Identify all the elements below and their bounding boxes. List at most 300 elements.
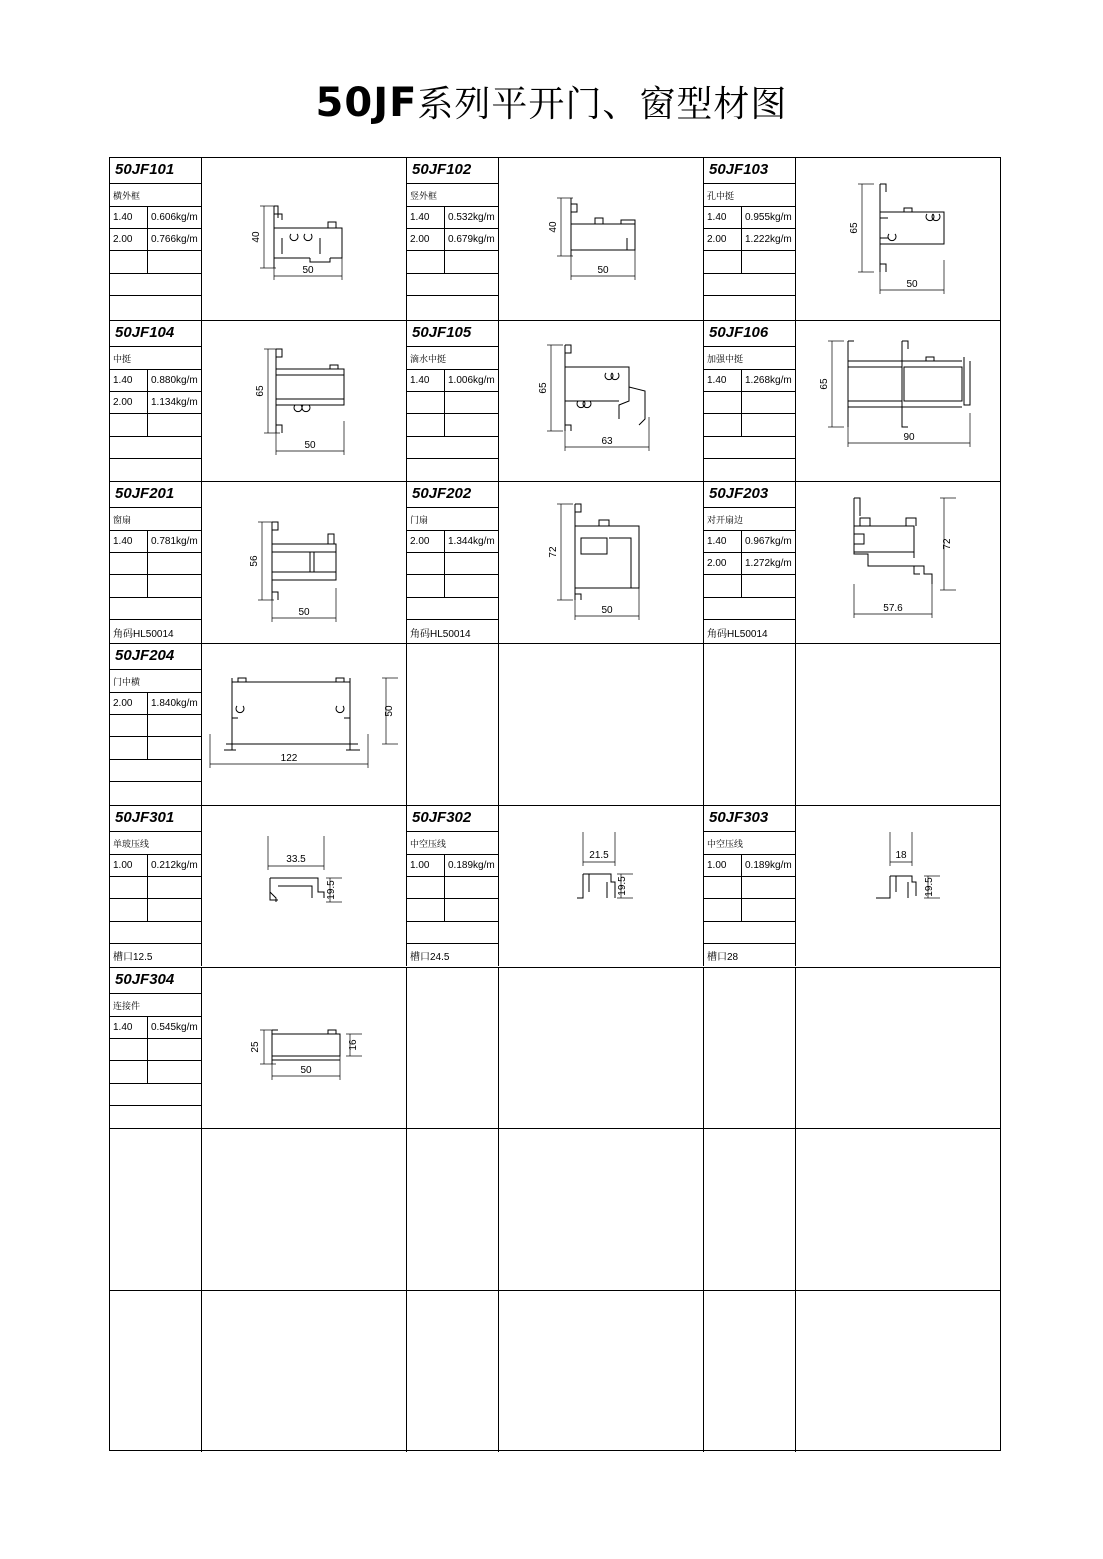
profile-code: 50JF301 <box>115 808 175 826</box>
profile-table <box>109 157 1001 1451</box>
row-divider <box>110 250 201 251</box>
row-divider <box>110 295 201 296</box>
row-divider <box>704 876 795 877</box>
dimension-label: 40 <box>251 231 262 243</box>
row-divider <box>110 369 201 370</box>
row-divider <box>110 228 201 229</box>
profile-chamber <box>232 682 350 744</box>
dimension-label: 19.5 <box>924 877 935 897</box>
profile-cross-section <box>499 158 703 318</box>
row-divider <box>407 943 498 944</box>
corner-connector-note: 槽口24.5 <box>410 952 450 964</box>
row-divider <box>704 228 795 229</box>
dimension-label: 56 <box>249 555 260 567</box>
unit-weight: 1.272kg/m <box>745 558 792 570</box>
unit-weight: 1.268kg/m <box>745 374 792 386</box>
column-divider <box>147 854 148 921</box>
corner-connector-note: 角码HL50014 <box>113 629 174 641</box>
profile-name: 窗扇 <box>113 515 132 526</box>
glazing-bead-lip <box>926 357 934 361</box>
row-divider <box>407 574 498 575</box>
corner-connector-note: 角码HL50014 <box>410 629 471 641</box>
wall-thickness: 1.40 <box>410 212 430 223</box>
profile-cross-section <box>796 321 1000 481</box>
row-divider <box>110 346 201 347</box>
dimension-label: 50 <box>601 605 613 617</box>
column-divider <box>444 854 445 921</box>
profile-cross-section <box>202 158 406 318</box>
dimension-label: 16 <box>348 1038 359 1051</box>
empty-drawing-cell <box>796 1129 1000 1290</box>
profile-info-cell <box>704 806 796 967</box>
unit-weight: 0.679kg/m <box>448 234 495 245</box>
bead-profile <box>577 874 615 898</box>
profile-drawing-cell <box>202 321 407 482</box>
row-divider <box>704 458 795 459</box>
profile-outline <box>854 534 864 544</box>
row-divider <box>704 273 795 274</box>
wall-thickness: 1.00 <box>113 859 133 871</box>
dimension-label: 50 <box>300 1064 312 1076</box>
screw-port <box>888 234 896 241</box>
row-divider <box>407 250 498 251</box>
glazing-bead-lip <box>599 520 609 526</box>
table-row <box>110 320 1000 482</box>
row-divider <box>110 1016 201 1017</box>
row-divider <box>704 530 795 531</box>
row-divider <box>110 530 201 531</box>
row-divider <box>110 273 201 274</box>
table-row <box>110 158 1000 320</box>
dimension-label: 90 <box>903 431 915 443</box>
wall-thickness: 1.40 <box>410 374 430 386</box>
profile-outline <box>880 184 944 272</box>
dimension-label: 65 <box>255 385 266 397</box>
row-divider <box>704 295 795 296</box>
profile-code: 50JF102 <box>412 161 472 178</box>
empty-info-cell <box>407 968 499 1129</box>
profile-drawing-cell <box>202 806 407 967</box>
profile-code: 50JF302 <box>412 808 472 826</box>
profile-outline <box>276 349 344 433</box>
dimension-label: 50 <box>304 439 316 451</box>
wall-thickness: 1.40 <box>707 374 727 386</box>
row-divider <box>110 1038 201 1039</box>
glazing-bead-lip <box>904 208 912 212</box>
unit-weight: 1.006kg/m <box>448 374 495 386</box>
profile-outline <box>609 538 631 588</box>
empty-info-cell <box>704 644 796 805</box>
profile-name: 孔中挺 <box>707 191 735 201</box>
wall-thickness: 2.00 <box>113 396 133 408</box>
row-divider <box>407 346 498 347</box>
row-divider <box>407 458 498 459</box>
column-divider <box>741 206 742 273</box>
row-divider <box>110 1083 201 1084</box>
dimension-label: 63 <box>601 435 613 447</box>
profile-info-cell <box>110 321 202 482</box>
profile-info-cell <box>407 158 499 320</box>
profile-drawing-cell <box>796 806 1000 967</box>
dimension-label: 65 <box>538 382 549 394</box>
row-divider <box>704 898 795 899</box>
profile-drawing-cell <box>499 158 704 320</box>
profile-name: 竖外框 <box>410 191 438 201</box>
row-divider <box>110 692 201 693</box>
unit-weight: 0.606kg/m <box>151 212 198 223</box>
wall-thickness: 2.00 <box>410 536 430 548</box>
screw-port <box>336 706 344 713</box>
row-divider <box>704 346 795 347</box>
profile-code: 50JF105 <box>412 323 472 341</box>
row-divider <box>110 781 201 782</box>
row-divider <box>407 436 498 437</box>
profile-code: 50JF103 <box>709 161 769 178</box>
empty-drawing-cell <box>499 1291 704 1452</box>
profile-info-cell <box>110 644 202 805</box>
row-divider <box>407 273 498 274</box>
wall-thickness: 2.00 <box>707 234 727 245</box>
column-divider <box>147 692 148 759</box>
empty-drawing-cell <box>202 1291 407 1452</box>
profile-chamber <box>272 1034 340 1056</box>
wall-thickness: 1.00 <box>410 859 430 871</box>
row-divider <box>704 619 795 620</box>
dimension-label: 65 <box>849 222 860 234</box>
profile-chamber <box>904 367 962 401</box>
unit-weight: 0.189kg/m <box>448 859 495 871</box>
table-row <box>110 481 1000 643</box>
row-divider <box>110 458 201 459</box>
table-row <box>110 805 1000 967</box>
row-divider <box>407 369 498 370</box>
empty-info-cell <box>110 1291 202 1452</box>
table-row <box>110 1128 1000 1290</box>
profile-code: 50JF203 <box>709 485 769 503</box>
glazing-bead-lip <box>238 678 246 682</box>
profile-info-cell <box>704 158 796 320</box>
profile-drawing-cell <box>796 321 1000 482</box>
profile-name: 中空压线 <box>410 838 447 849</box>
row-divider <box>407 876 498 877</box>
profile-cross-section <box>499 321 703 481</box>
empty-info-cell <box>704 1129 796 1290</box>
profile-cross-section <box>202 968 406 1128</box>
profile-name: 横外框 <box>113 191 141 201</box>
profile-name: 加强中挺 <box>707 353 744 364</box>
profile-outline <box>224 678 360 750</box>
profile-cross-section <box>202 806 406 966</box>
row-divider <box>110 898 201 899</box>
unit-weight: 0.967kg/m <box>745 536 792 548</box>
page-title <box>0 76 1103 127</box>
row-divider <box>407 552 498 553</box>
dimension-label: 122 <box>280 753 298 765</box>
screw-port <box>290 234 298 241</box>
profile-cross-section <box>202 644 406 804</box>
unit-weight: 0.189kg/m <box>745 859 792 871</box>
row-divider <box>704 391 795 392</box>
bead-profile <box>270 878 324 902</box>
profile-drawing-cell <box>202 644 407 805</box>
profile-drawing-cell <box>796 158 1000 320</box>
column-divider <box>147 369 148 436</box>
table-row <box>110 967 1000 1129</box>
dimension-label: 50 <box>302 265 314 276</box>
unit-weight: 0.781kg/m <box>151 536 198 548</box>
profile-name: 中挺 <box>113 353 132 364</box>
page-title-code: 50JF <box>315 80 418 126</box>
dimension-label: 50 <box>384 705 395 717</box>
dimension-label: 21.5 <box>589 849 609 861</box>
profile-cross-section <box>796 482 1000 642</box>
glazing-bead-lip <box>336 678 344 682</box>
profile-cross-section <box>202 321 406 481</box>
profile-name: 对开扇边 <box>707 515 744 526</box>
empty-info-cell <box>110 1129 202 1290</box>
column-divider <box>741 530 742 597</box>
table-row <box>110 643 1000 805</box>
page-title-text: 系列平开门、窗型材图 <box>417 84 788 125</box>
row-divider <box>407 921 498 922</box>
drip-lip <box>629 387 645 425</box>
profile-cross-section <box>202 482 406 642</box>
row-divider <box>110 436 201 437</box>
wall-thickness: 2.00 <box>410 234 430 245</box>
glazing-bead-lip <box>860 518 870 526</box>
profile-cross-section <box>499 806 703 966</box>
wall-thickness: 2.00 <box>707 558 727 570</box>
profile-outline <box>272 552 336 572</box>
profile-outline <box>581 538 607 554</box>
wall-thickness: 1.40 <box>113 1021 133 1033</box>
column-divider <box>741 854 742 921</box>
row-divider <box>704 183 795 184</box>
profile-info-cell <box>110 158 202 320</box>
wall-thickness: 1.40 <box>113 374 133 386</box>
row-divider <box>110 619 201 620</box>
row-divider <box>407 183 498 184</box>
empty-info-cell <box>407 1291 499 1452</box>
empty-info-cell <box>704 1291 796 1452</box>
column-divider <box>147 1016 148 1083</box>
dimension-label: 50 <box>298 607 310 619</box>
profile-code: 50JF202 <box>412 485 472 503</box>
profile-info-cell <box>704 482 796 643</box>
row-divider <box>110 391 201 392</box>
profile-outline <box>914 566 920 574</box>
screw-port <box>302 405 310 412</box>
profile-code: 50JF303 <box>709 808 769 826</box>
dimension-label: 72 <box>942 538 953 550</box>
profile-name: 连接件 <box>113 1000 141 1011</box>
row-divider <box>110 921 201 922</box>
row-divider <box>407 507 498 508</box>
profile-name: 中空压线 <box>707 838 744 849</box>
corner-connector-note: 槽口28 <box>707 952 739 964</box>
row-divider <box>704 369 795 370</box>
row-divider <box>110 574 201 575</box>
empty-drawing-cell <box>202 1129 407 1290</box>
profile-name: 滴水中挺 <box>410 353 447 364</box>
column-divider <box>444 206 445 273</box>
profile-info-cell <box>407 321 499 482</box>
row-divider <box>704 574 795 575</box>
row-divider <box>110 831 201 832</box>
bead-profile <box>876 876 916 898</box>
unit-weight: 0.545kg/m <box>151 1021 198 1033</box>
profile-cross-section <box>499 482 703 642</box>
dimension-label: 19.5 <box>617 876 628 896</box>
profile-info-cell <box>407 806 499 967</box>
dimension-label: 57.6 <box>883 603 903 615</box>
row-divider <box>110 993 201 994</box>
dimension-label: 65 <box>819 378 830 390</box>
profile-outline <box>272 522 336 600</box>
screw-port <box>294 405 302 412</box>
screw-port <box>236 706 244 713</box>
row-divider <box>110 597 201 598</box>
profile-outline <box>848 341 970 427</box>
row-divider <box>110 1060 201 1061</box>
profile-outline <box>310 258 330 262</box>
profile-code: 50JF101 <box>115 161 175 178</box>
dimension-label: 33.5 <box>286 853 306 865</box>
profile-outline <box>571 198 635 256</box>
row-divider <box>407 530 498 531</box>
profile-drawing-cell <box>499 321 704 482</box>
empty-drawing-cell <box>796 1291 1000 1452</box>
row-divider <box>110 943 201 944</box>
row-divider <box>110 876 201 877</box>
profile-drawing-cell <box>796 482 1000 643</box>
unit-weight: 0.955kg/m <box>745 212 792 223</box>
glazing-bead-lip <box>328 534 334 544</box>
profile-name: 单玻压线 <box>113 838 150 849</box>
wall-thickness: 2.00 <box>113 234 133 245</box>
row-divider <box>110 669 201 670</box>
row-divider <box>407 413 498 414</box>
profile-chamber <box>848 367 902 401</box>
empty-drawing-cell <box>499 968 704 1129</box>
empty-info-cell <box>704 968 796 1129</box>
wall-thickness: 1.40 <box>113 212 133 223</box>
row-divider <box>704 552 795 553</box>
column-divider <box>741 369 742 436</box>
profile-drawing-cell <box>499 806 704 967</box>
glazing-bead-lip <box>330 365 338 369</box>
row-divider <box>407 597 498 598</box>
column-divider <box>147 530 148 597</box>
row-divider <box>407 831 498 832</box>
dimension-label: 25 <box>250 1040 261 1053</box>
row-divider <box>704 831 795 832</box>
wall-thickness: 2.00 <box>113 698 133 710</box>
profile-info-cell <box>704 321 796 482</box>
profile-outline <box>565 345 629 431</box>
profile-drawing-cell <box>499 482 704 643</box>
dimension-label: 72 <box>548 546 559 558</box>
profile-outline <box>274 206 342 268</box>
table-row <box>110 1290 1000 1452</box>
row-divider <box>110 714 201 715</box>
profile-info-cell <box>110 806 202 967</box>
row-divider <box>110 854 201 855</box>
row-divider <box>704 206 795 207</box>
wall-thickness: 1.00 <box>707 859 727 871</box>
unit-weight: 1.344kg/m <box>448 536 495 548</box>
row-divider <box>110 1105 201 1106</box>
row-divider <box>407 228 498 229</box>
corner-connector-note: 角码HL50014 <box>707 629 768 641</box>
profile-cross-section <box>796 806 1000 966</box>
profile-info-cell <box>110 482 202 643</box>
profile-outline <box>565 425 571 431</box>
profile-info-cell <box>407 482 499 643</box>
row-divider <box>110 759 201 760</box>
column-divider <box>147 206 148 273</box>
row-divider <box>110 552 201 553</box>
dimension-label: 40 <box>548 221 559 233</box>
row-divider <box>407 854 498 855</box>
row-divider <box>407 898 498 899</box>
profile-name: 门中横 <box>113 677 141 688</box>
profile-cross-section <box>796 158 1000 318</box>
row-divider <box>704 250 795 251</box>
glazing-bead-lip <box>595 218 603 224</box>
row-divider <box>704 436 795 437</box>
profile-code: 50JF201 <box>115 485 175 503</box>
profile-name: 门扇 <box>410 515 429 526</box>
wall-thickness: 1.40 <box>113 536 133 548</box>
profile-outline <box>272 1030 340 1064</box>
profile-drawing-cell <box>202 158 407 320</box>
corner-connector-note: 槽口12.5 <box>113 952 153 964</box>
row-divider <box>407 619 498 620</box>
unit-weight: 1.840kg/m <box>151 698 198 710</box>
glazing-bead-lip <box>906 518 916 526</box>
dimension-label: 50 <box>597 265 609 276</box>
row-divider <box>704 854 795 855</box>
profile-code: 50JF106 <box>709 323 769 341</box>
unit-weight: 0.212kg/m <box>151 859 198 871</box>
profile-outline <box>880 218 888 238</box>
profile-code: 50JF304 <box>115 970 175 988</box>
row-divider <box>110 413 201 414</box>
unit-weight: 1.222kg/m <box>745 234 792 245</box>
profile-outline <box>854 498 932 584</box>
screw-port <box>304 234 312 241</box>
wall-thickness: 1.40 <box>707 536 727 548</box>
row-divider <box>407 206 498 207</box>
empty-drawing-cell <box>499 1129 704 1290</box>
empty-drawing-cell <box>796 644 1000 805</box>
row-divider <box>110 183 201 184</box>
unit-weight: 0.766kg/m <box>151 234 198 245</box>
column-divider <box>444 530 445 597</box>
empty-drawing-cell <box>499 644 704 805</box>
row-divider <box>704 507 795 508</box>
row-divider <box>407 391 498 392</box>
unit-weight: 1.134kg/m <box>151 396 198 408</box>
profile-info-cell <box>110 968 202 1129</box>
row-divider <box>110 507 201 508</box>
empty-info-cell <box>407 644 499 805</box>
profile-outline <box>274 206 278 218</box>
wall-thickness: 1.40 <box>707 212 727 223</box>
profile-code: 50JF204 <box>115 647 175 665</box>
unit-weight: 0.532kg/m <box>448 212 495 223</box>
